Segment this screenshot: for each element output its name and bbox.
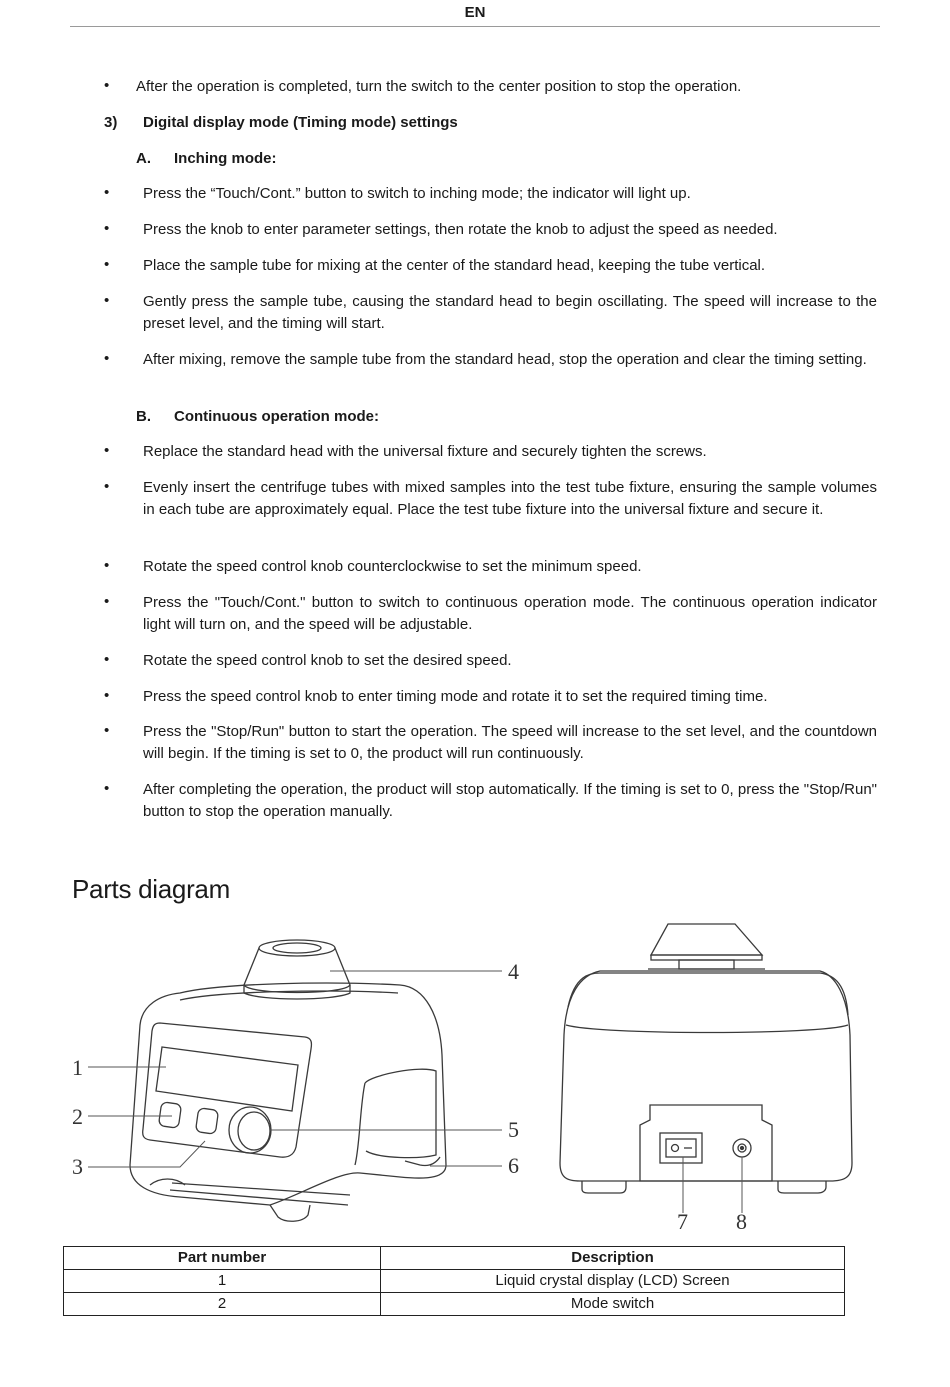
list-item: Press the knob to enter parameter settings, then rotate the knob to adjust the speed as needed. <box>143 221 778 238</box>
mixer-front-view <box>130 940 446 1221</box>
side-recess <box>365 1069 436 1157</box>
bullet-icon: • <box>104 557 110 574</box>
parts-diagram <box>0 915 950 1240</box>
section-title: Digital display mode (Timing mode) settings <box>143 114 458 131</box>
list-item: After mixing, remove the sample tube from the standard head, stop the operation and clear the timing setting. <box>143 351 867 368</box>
part-number-cell: 2 <box>64 1293 381 1316</box>
speed-knob <box>229 1107 271 1153</box>
rear-left-foot <box>582 1181 626 1193</box>
intro-bullet-text: After the operation is completed, turn the switch to the center position to stop the operation. <box>136 78 742 95</box>
base-line-2 <box>170 1190 348 1205</box>
rear-head-neck <box>679 960 734 969</box>
rear-lid-edge <box>566 1025 848 1033</box>
list-item: Replace the standard head with the universal fixture and securely tighten the screws. <box>143 443 707 460</box>
section-number: 3) <box>104 114 118 131</box>
callout-3: 3 <box>72 1154 83 1179</box>
bullet-icon: • <box>104 687 110 704</box>
table-row <box>64 1293 845 1316</box>
part-number-cell: 1 <box>64 1270 381 1293</box>
list-item: Press the "Touch/Cont." button to switch to continuous operation mode. The continuous operation indicator light will turn on, and the speed will be adjustable. <box>143 594 877 633</box>
bullet-icon: • <box>104 651 110 668</box>
leader-lines-left <box>88 971 502 1167</box>
callout-7: 7 <box>677 1209 688 1234</box>
callout-2: 2 <box>72 1104 83 1129</box>
speed-knob-inner <box>238 1112 270 1150</box>
list-item: Gently press the sample tube, causing the standard head to begin oscillating. The speed will increase to the preset level, and the timing will start. <box>143 293 877 332</box>
description-cell: Mode switch <box>381 1293 845 1316</box>
dc-jack-pin <box>741 1147 744 1150</box>
leader-lines-right <box>683 1157 742 1213</box>
callout-8: 8 <box>736 1209 747 1234</box>
rear-top-lid <box>568 973 848 1015</box>
parts-diagram-title: Parts diagram <box>72 874 230 904</box>
bullet-icon: • <box>104 780 110 797</box>
list-item: Press the “Touch/Cont.” button to switch to inching mode; the indicator will light up. <box>143 185 691 202</box>
bullet-icon: • <box>104 722 110 739</box>
list-item: Rotate the speed control knob counterclockwise to set the minimum speed. <box>143 558 642 575</box>
touch-cont-button <box>195 1108 218 1135</box>
list-item: Rotate the speed control knob to set the desired speed. <box>143 652 512 669</box>
bullet-icon: • <box>104 77 110 94</box>
bullet-icon: • <box>104 292 110 309</box>
list-item: Place the sample tube for mixing at the center of the standard head, keeping the tube vertical. <box>143 257 766 274</box>
rear-head-base <box>651 955 762 960</box>
rear-right-foot <box>778 1181 826 1193</box>
list-item: Evenly insert the centrifuge tubes with mixed samples into the test tube fixture, ensuring the sample volumes in each tube are approximately equal. Place the test tube fixture into the universal fixture and secure it. <box>143 479 877 518</box>
list-item: After completing the operation, the product will stop automatically. If the timing is set to 0, press the "Stop/Run" button to stop the operation manually. <box>143 781 877 820</box>
front-panel-bezel <box>143 1023 312 1157</box>
rear-head-top <box>651 924 762 955</box>
bullet-icon: • <box>104 350 110 367</box>
center-foot <box>270 1205 310 1221</box>
cup-hole <box>273 943 321 953</box>
callout-1: 1 <box>72 1055 83 1080</box>
description-cell: Liquid crystal display (LCD) Screen <box>381 1270 845 1293</box>
lcd-screen <box>156 1047 298 1111</box>
page-header-lang: EN <box>70 2 880 27</box>
base-line <box>172 1183 350 1195</box>
table-row <box>64 1270 845 1293</box>
table-header-row <box>64 1247 845 1270</box>
bullet-icon: • <box>104 478 110 495</box>
column-header: Description <box>381 1247 845 1270</box>
subsection-title: Inching mode: <box>174 150 277 167</box>
rear-body <box>560 971 852 1181</box>
subsection-letter: A. <box>136 150 151 167</box>
bullet-icon: • <box>104 220 110 237</box>
bullet-icon: • <box>104 184 110 201</box>
subsection-title: Continuous operation mode: <box>174 408 379 425</box>
list-item: Press the "Stop/Run" button to start the operation. The speed will increase to the set level, and the countdown will begin. If the timing is set to 0, the product will run continuously. <box>143 723 877 762</box>
bullet-icon: • <box>104 256 110 273</box>
callout-4: 4 <box>508 959 519 984</box>
callout-6: 6 <box>508 1153 519 1178</box>
cup-cone <box>244 948 350 993</box>
bullet-icon: • <box>104 593 110 610</box>
list-item: Press the speed control knob to enter timing mode and rotate it to set the required timing time. <box>143 688 768 705</box>
parts-table <box>63 1246 845 1316</box>
switch-o-mark <box>672 1145 679 1152</box>
callout-5: 5 <box>508 1117 519 1142</box>
side-edge <box>355 1083 365 1165</box>
mode-button <box>158 1102 181 1129</box>
subsection-letter: B. <box>136 408 151 425</box>
column-header: Part number <box>64 1247 381 1270</box>
bullet-icon: • <box>104 442 110 459</box>
mixer-rear-view <box>560 924 852 1193</box>
